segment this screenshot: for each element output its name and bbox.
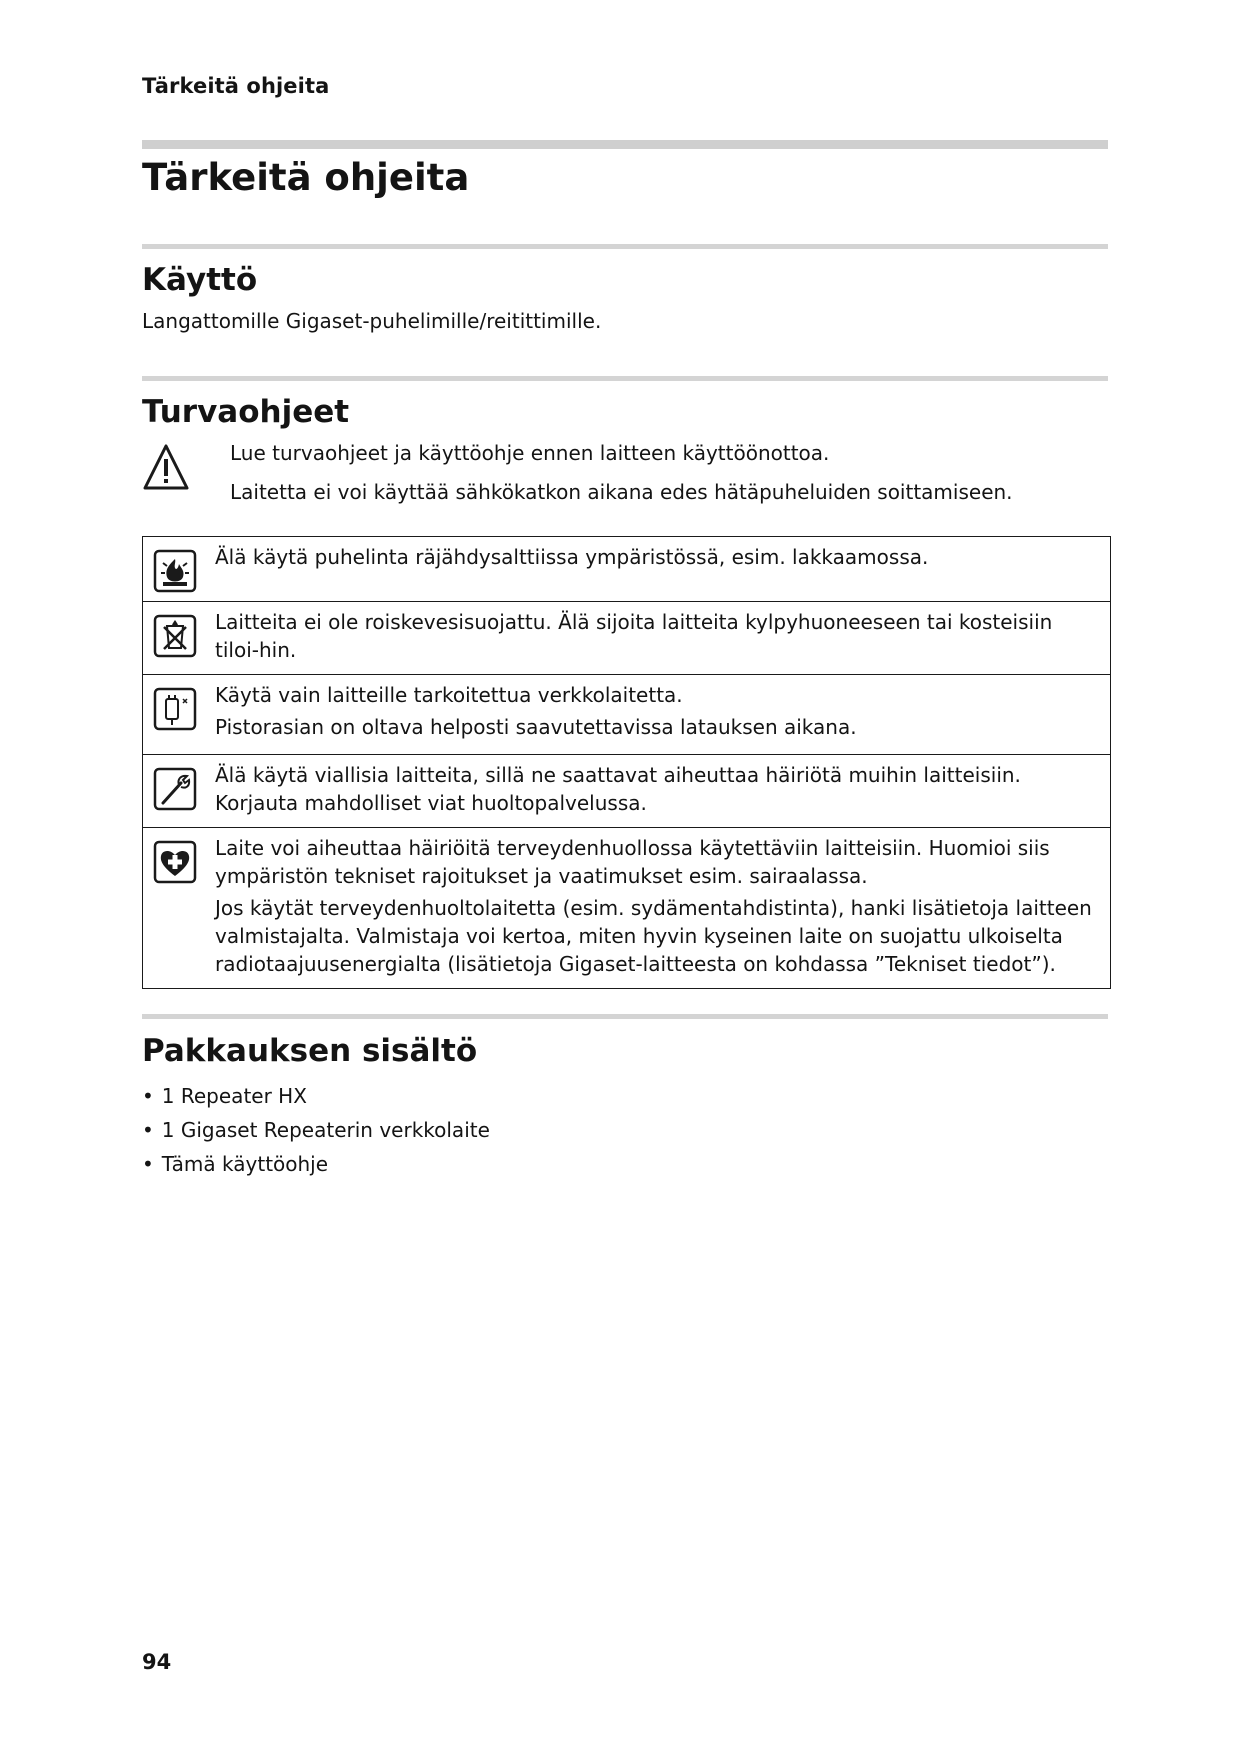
safety-text-cell	[215, 537, 1111, 602]
safety-text-cell	[215, 675, 1111, 755]
safety-icon-cell	[143, 755, 216, 828]
safety-text: Laitteita ei ole roiskevesisuojattu. Älä sijoita laitteita kylpyhuoneeseen tai kosteisiin tiloi-hin.	[215, 610, 1053, 662]
explosion-hazard-icon	[153, 549, 197, 593]
no-water-icon	[153, 614, 197, 658]
safety-row	[143, 755, 1111, 828]
safety-intro-line: Lue turvaohjeet ja käyttöohje ennen laitteen käyttöönottoa.	[230, 441, 830, 465]
safety-icon-cell	[143, 828, 216, 989]
safety-icon-cell	[143, 537, 216, 602]
safety-table	[142, 536, 1111, 989]
section-rule	[142, 376, 1108, 381]
list-item: • Tämä käyttöohje	[142, 1150, 490, 1178]
safety-row	[143, 828, 1111, 989]
list-item: • 1 Gigaset Repeaterin verkkolaite	[142, 1116, 490, 1144]
section-rule	[142, 1014, 1108, 1019]
running-header: Tärkeitä ohjeita	[142, 74, 330, 98]
safety-text-cell	[215, 828, 1111, 989]
safety-intro-line: Laitetta ei voi käyttää sähkökatkon aikana edes hätäpuheluiden soittamiseen.	[230, 480, 1013, 504]
safety-text: Jos käytät terveydenhuoltolaitetta (esim. sydämentahdistinta), hanki lisätietoja laitteen valmistajalta. Valmistaja voi kertoa, miten hyvin kyseinen laite on suojattu ulkoiselta radiotaajuusenergialta (lisätietoja Gigaset-laitteesta on kohdassa ”Tekniset tiedot”).	[215, 896, 1092, 976]
safety-text-cell	[215, 602, 1111, 675]
title-rule	[142, 140, 1108, 149]
page-number: 94	[142, 1650, 172, 1674]
safety-heading: Turvaohjeet	[142, 394, 350, 430]
usage-text: Langattomille Gigaset-puhelimille/reitittimille.	[142, 309, 602, 333]
safety-icon-cell	[143, 602, 216, 675]
safety-text: Älä käytä puhelinta räjähdysalttiissa ympäristössä, esim. lakkaamossa.	[215, 545, 929, 569]
section-rule	[142, 244, 1108, 249]
package-list	[142, 1082, 490, 1184]
safety-row	[143, 675, 1111, 755]
list-item: • 1 Repeater HX	[142, 1082, 490, 1110]
safety-text: Älä käytä viallisia laitteita, sillä ne saattavat aiheuttaa häiriötä muihin laitteisiin. Korjauta mahdolliset viat huoltopalvelussa.	[215, 763, 1021, 815]
package-heading: Pakkauksen sisältö	[142, 1033, 478, 1069]
usage-heading: Käyttö	[142, 262, 258, 298]
safety-row	[143, 537, 1111, 602]
page-title: Tärkeitä ohjeita	[142, 156, 470, 199]
safety-text-cell	[215, 755, 1111, 828]
safety-text: Pistorasian on oltava helposti saavutettavissa latauksen aikana.	[215, 715, 857, 739]
safety-icon-cell	[143, 675, 216, 755]
safety-row	[143, 602, 1111, 675]
safety-text: Laite voi aiheuttaa häiriöitä terveydenhuollossa käytettäviin laitteisiin. Huomioi siis ympäristön tekniset rajoitukset ja vaatimukset esim. sairaalassa.	[215, 836, 1050, 888]
medical-heart-icon	[153, 840, 197, 884]
power-adapter-icon	[153, 687, 197, 731]
warning-triangle-icon	[142, 442, 190, 492]
repair-tool-icon	[153, 767, 197, 811]
safety-text: Käytä vain laitteille tarkoitettua verkkolaitetta.	[215, 683, 683, 707]
